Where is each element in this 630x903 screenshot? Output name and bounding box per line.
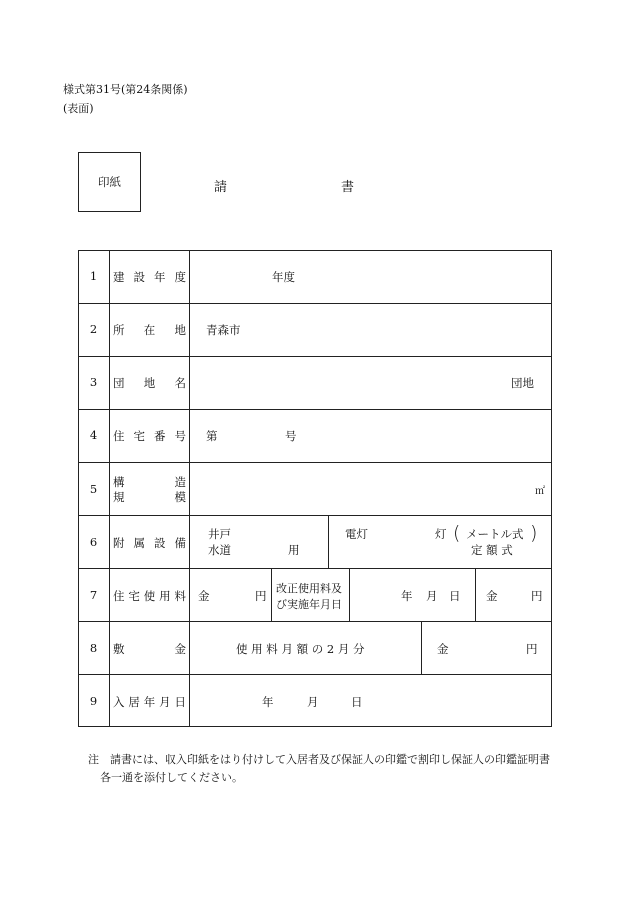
right-bracket-icon: )	[530, 522, 538, 544]
col-divider	[328, 515, 329, 568]
row-number: 2	[89, 322, 98, 336]
col-divider	[349, 568, 350, 621]
row-divider	[78, 515, 552, 516]
stamp-label: 印紙	[98, 175, 121, 189]
house-number-prefix: 第	[206, 429, 218, 443]
revenue-stamp-box	[78, 152, 141, 212]
water-label: 水道	[208, 543, 231, 557]
col-divider	[271, 568, 272, 621]
row-number: 9	[89, 694, 98, 708]
row-number: 8	[89, 641, 98, 655]
move-in-day[interactable]: 日	[351, 695, 363, 709]
water-suffix[interactable]: 用	[288, 543, 300, 557]
note-line-2: 各一通を添付してください。	[100, 771, 243, 784]
row-divider	[78, 303, 552, 304]
light-suffix[interactable]: 灯	[435, 527, 447, 541]
meter-option[interactable]: メートル式	[466, 527, 524, 541]
title-char-right: 書	[341, 180, 355, 195]
deposit-kin: 金	[437, 642, 449, 656]
revised-label-1: 改正使用料及	[276, 582, 342, 595]
fixed-rate-option[interactable]: 定 額 式	[471, 543, 513, 557]
house-number-suffix[interactable]: 号	[285, 429, 297, 443]
col-divider	[189, 250, 190, 727]
row-divider	[78, 674, 552, 675]
col-divider	[109, 250, 110, 727]
label-scale: 規 模	[113, 490, 186, 504]
rent-en[interactable]: 円	[255, 589, 267, 603]
row-divider	[78, 621, 552, 622]
label-house-number: 住 宅 番 号	[113, 429, 186, 443]
revised-month[interactable]: 月	[426, 589, 438, 603]
row-divider	[78, 568, 552, 569]
row-number: 4	[89, 428, 98, 442]
row-divider	[78, 409, 552, 410]
well-label: 井戸	[208, 527, 231, 541]
label-location: 所 在 地	[113, 323, 186, 337]
area-unit[interactable]: ㎡	[535, 486, 545, 497]
light-label: 電灯	[345, 527, 368, 541]
revised-en[interactable]: 円	[531, 589, 543, 603]
deposit-description: 使 用 料 月 額 の 2 月 分	[236, 642, 365, 656]
row-number: 5	[89, 482, 98, 496]
revised-kin: 金	[486, 589, 498, 603]
label-deposit: 敷 金	[113, 642, 186, 656]
label-facilities: 附 属 設 備	[113, 536, 186, 550]
row-divider	[78, 356, 552, 357]
deposit-en[interactable]: 円	[526, 642, 538, 656]
left-bracket-icon: (	[453, 522, 461, 544]
row-number: 1	[89, 269, 98, 283]
side-label: (表面)	[63, 102, 94, 115]
move-in-month[interactable]: 月	[307, 695, 319, 709]
label-move-in-date: 入 居 年 月 日	[113, 695, 186, 709]
move-in-year[interactable]: 年	[262, 695, 274, 709]
row-number: 3	[89, 375, 98, 389]
title-char-left: 請	[214, 180, 228, 195]
revised-label-2: び実施年月日	[276, 598, 342, 611]
location-value[interactable]: 青森市	[206, 323, 241, 337]
label-structure: 構 造	[113, 475, 186, 489]
complex-name-suffix[interactable]: 団地	[511, 376, 534, 390]
rent-kin: 金	[198, 589, 210, 603]
row-number: 6	[89, 535, 98, 549]
label-construction-year: 建 設 年 度	[113, 270, 186, 284]
label-complex-name: 団 地 名	[113, 376, 186, 390]
row-number: 7	[89, 588, 98, 602]
col-divider	[475, 568, 476, 621]
form-number: 様式第31号(第24条関係)	[63, 83, 188, 96]
row-divider	[78, 462, 552, 463]
construction-year-value[interactable]: 年度	[272, 270, 295, 284]
note-line-1: 注 請書には、収入印紙をはり付けして入居者及び保証人の印鑑で割印し保証人の印鑑証明書	[88, 753, 550, 766]
revised-year[interactable]: 年	[401, 589, 413, 603]
revised-day[interactable]: 日	[449, 589, 461, 603]
label-rent: 住 宅 使 用 料	[113, 589, 186, 603]
col-divider	[421, 621, 422, 674]
